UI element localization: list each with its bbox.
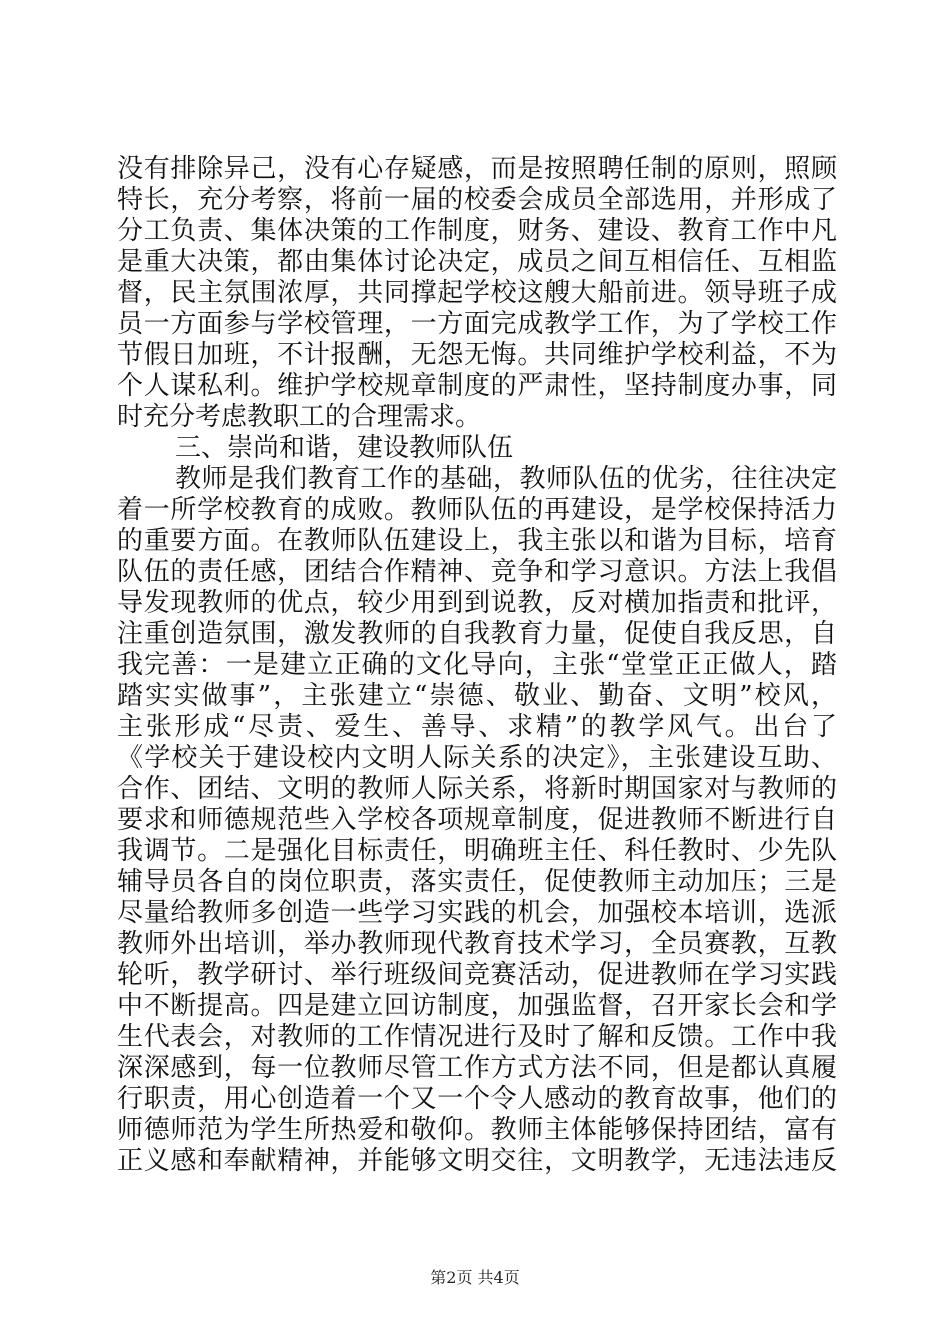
text-line: 踏实实做事”，主张建立“崇德、敬业、勤奋、文明”校风， bbox=[117, 681, 837, 711]
text-line: 特长，充分考察，将前一届的校委会成员全部选用，并形成了 bbox=[117, 185, 837, 215]
text-line: 没有排除异己，没有心存疑感，而是按照聘任制的原则，照顾 bbox=[117, 154, 837, 184]
text-line: 深深感到，每一位教师尽管工作方式方法不同，但是都认真履 bbox=[117, 1053, 837, 1083]
page-footer bbox=[0, 1268, 950, 1288]
text-line: 行职责，用心创造着一个又一个令人感动的教育故事，他们的 bbox=[117, 1084, 837, 1114]
text-line: 《学校关于建设校内文明人际关系的决定》，主张建设互助、 bbox=[117, 743, 837, 773]
text-line: 是重大决策，都由集体讨论决定，成员之间互相信任、互相监 bbox=[117, 247, 837, 277]
text-line: 教师是我们教育工作的基础，教师队伍的优劣，往往决定 bbox=[175, 464, 837, 494]
text-line: 合作、团结、文明的教师人际关系，将新时期国家对与教师的 bbox=[117, 774, 837, 804]
page-number-label: 第2页 共4页 bbox=[430, 1268, 520, 1287]
text-line: 正义感和奉献精神，并能够文明交往，文明教学，无违法违反 bbox=[117, 1146, 837, 1176]
text-line: 督，民主氛围浓厚，共同撑起学校这艘大船前进。领导班子成 bbox=[117, 278, 837, 308]
text-line: 我调节。二是强化目标责任，明确班主任、科任教时、少先队 bbox=[117, 836, 837, 866]
text-line: 分工负责、集体决策的工作制度，财务、建设、教育工作中凡 bbox=[117, 216, 837, 246]
text-line: 轮听，教学研讨、举行班级间竞赛活动，促进教师在学习实践 bbox=[117, 960, 837, 990]
text-line: 生代表会，对教师的工作情况进行及时了解和反馈。工作中我 bbox=[117, 1022, 837, 1052]
text-line: 尽量给教师多创造一些学习实践的机会，加强校本培训，选派 bbox=[117, 898, 837, 928]
text-line: 师德师范为学生所热爱和敬仰。教师主体能够保持团结，富有 bbox=[117, 1115, 837, 1145]
text-line: 着一所学校教育的成败。教师队伍的再建设，是学校保持活力 bbox=[117, 495, 837, 525]
text-line: 注重创造氛围，激发教师的自我教育力量，促使自我反思，自 bbox=[117, 619, 837, 649]
text-line: 要求和师德规范些入学校各项规章制度，促进教师不断进行自 bbox=[117, 805, 837, 835]
text-line: 辅导员各自的岗位职责，落实责任，促使教师主动加压；三是 bbox=[117, 867, 837, 897]
text-line: 时充分考虑教职工的合理需求。 bbox=[117, 402, 482, 432]
text-line: 主张形成“尽责、爱生、善导、求精”的教学风气。出台了 bbox=[117, 712, 837, 742]
text-line: 节假日加班，不计报酬，无怨无悔。共同维护学校利益，不为 bbox=[117, 340, 837, 370]
text-line: 队伍的责任感，团结合作精神、竞争和学习意识。方法上我倡 bbox=[117, 557, 837, 587]
text-line: 三、崇尚和谐，建设教师队伍 bbox=[175, 433, 514, 463]
text-line: 的重要方面。在教师队伍建设上，我主张以和谐为目标，培育 bbox=[117, 526, 837, 556]
text-line: 个人谋私利。维护学校规章制度的严肃性，坚持制度办事，同 bbox=[117, 371, 837, 401]
text-line: 教师外出培训，举办教师现代教育技术学习，全员赛教，互教 bbox=[117, 929, 837, 959]
text-line: 中不断提高。四是建立回访制度，加强监督，召开家长会和学 bbox=[117, 991, 837, 1021]
document-body bbox=[117, 154, 837, 1177]
text-line: 员一方面参与学校管理，一方面完成教学工作，为了学校工作 bbox=[117, 309, 837, 339]
text-line: 导发现教师的优点，较少用到到说教，反对横加指责和批评， bbox=[117, 588, 837, 618]
text-line: 我完善：一是建立正确的文化导向，主张“堂堂正正做人，踏 bbox=[117, 650, 837, 680]
